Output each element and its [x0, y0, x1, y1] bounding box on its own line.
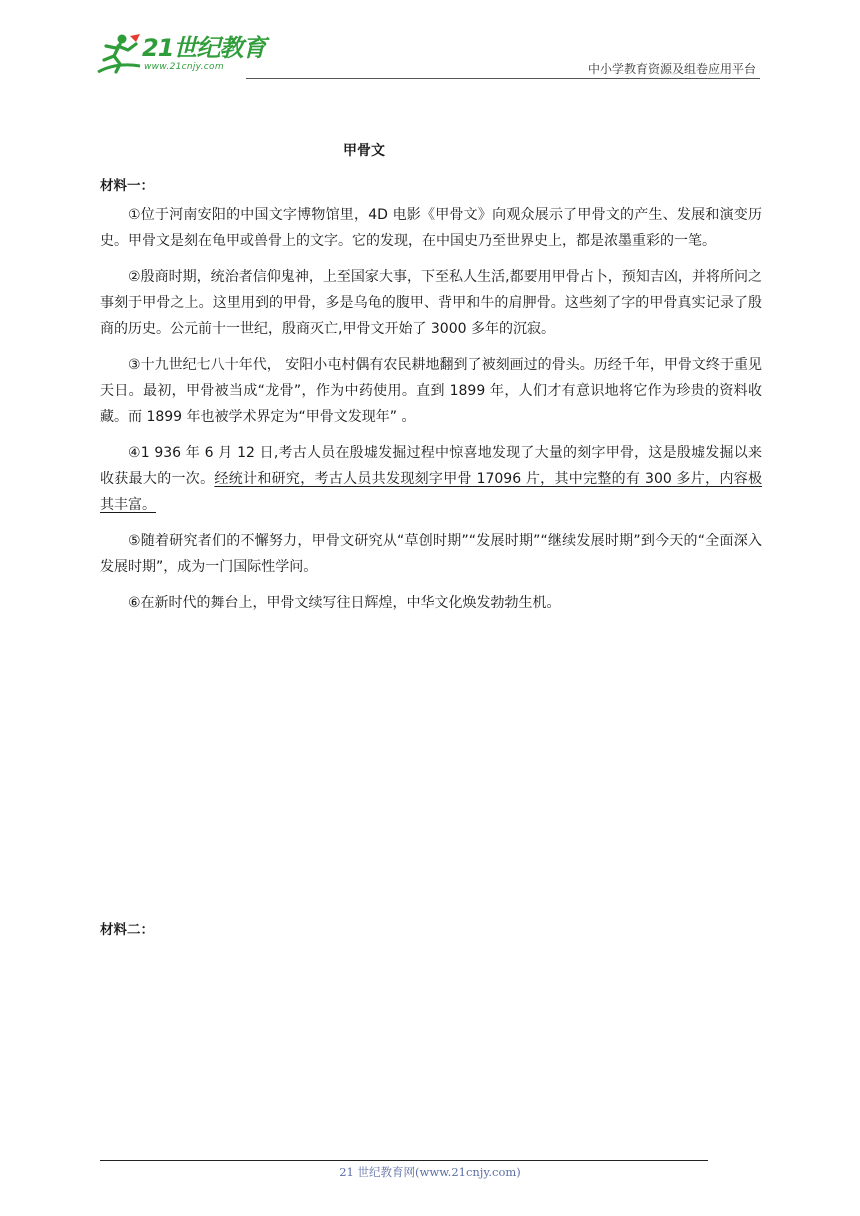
header-divider	[246, 78, 760, 79]
material-one-content	[100, 202, 762, 626]
running-figure-icon	[96, 32, 142, 74]
paragraph-6: ⑥在新时代的舞台上，甲骨文续写往日辉煌，中华文化焕发勃勃生机。	[128, 595, 561, 611]
logo-url: www.21cnjy.com	[144, 62, 224, 72]
paragraph-4-text: ④1 936 年 6 月 12 日,考古人员在殷墟发掘过程中惊喜地发现了大量的刻字甲骨，这是殷墟发掘以来收获最大的一次。	[100, 445, 762, 487]
site-logo[interactable]	[96, 32, 266, 76]
platform-text: 中小学教育资源及组卷应用平台	[587, 62, 756, 76]
paragraph-5: ⑤随着研究者们的不懈努力，甲骨文研究从“草创时期”“发展时期”“继续发展时期”到今天的“全面深入发展时期”，成为一门国际性学问。	[100, 533, 762, 575]
footer-text[interactable]: 21 世纪教育网(www.21cnjy.com)	[339, 1165, 521, 1179]
logo-title: 21世纪教育	[142, 34, 266, 62]
paragraph-4-underlined: 经统计和研究，考古人员共发现刻字甲骨 17096 片，其中完整的有 300 多片，内容极其丰富。	[100, 471, 763, 513]
paragraph-2: ②殷商时期，统治者信仰鬼神，上至国家大事，下至私人生活,都要用甲骨占卜，预知吉凶，并将所问之事刻于甲骨之上。这里用到的甲骨，多是乌龟的腹甲、背甲和牛的肩胛骨。这些刻了字的甲骨真实记录了殷商的历史。公元前十一世纪，殷商灭亡,甲骨文开始了 3000 多年的沉寂。	[100, 269, 762, 337]
page-header	[96, 28, 760, 80]
material-one-label: 材料一：	[100, 178, 154, 194]
paragraph-3: ③十九世纪七八十年代， 安阳小屯村偶有农民耕地翻到了被刻画过的骨头。历经千年，甲骨文终于重见天日。最初，甲骨被当成“龙骨”，作为中药使用。直到 1899 年，人们才有意识地将它作为珍贵的资料收藏。而 1899 年也被学术界定为“甲骨文发现年” 。	[100, 357, 762, 425]
footer-divider	[100, 1160, 708, 1161]
material-two-label: 材料二：	[100, 922, 154, 938]
paragraph-1: ①位于河南安阳的中国文字博物馆里，4D 电影《甲骨文》向观众展示了甲骨文的产生、发展和演变历史。甲骨文是刻在龟甲或兽骨上的文字。它的发现，在中国史乃至世界史上，都是浓墨重彩的一笔。	[100, 207, 762, 249]
document-title: 甲骨文	[343, 143, 385, 159]
paragraph-4	[100, 440, 762, 518]
